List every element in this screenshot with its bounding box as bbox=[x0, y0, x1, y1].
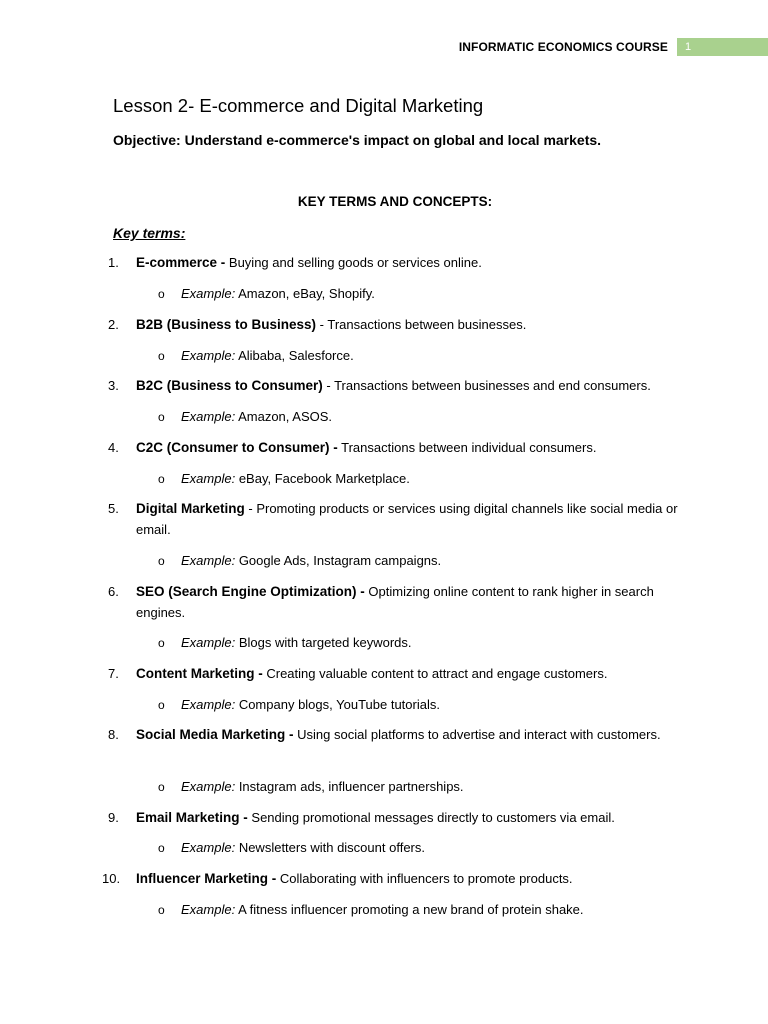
bullet-icon: o bbox=[158, 841, 165, 855]
lesson-title: Lesson 2- E-commerce and Digital Marketing bbox=[113, 95, 484, 116]
term-text bbox=[136, 376, 681, 397]
example-label: Example: bbox=[181, 409, 236, 424]
term-name: Social Media Marketing - bbox=[136, 727, 294, 742]
example-label: Example: bbox=[181, 553, 236, 568]
term-definition: Transactions between individual consumers. bbox=[337, 440, 597, 455]
example-text bbox=[181, 284, 375, 304]
list-number: 3. bbox=[108, 378, 119, 393]
course-title: INFORMATIC ECONOMICS COURSE bbox=[458, 40, 668, 54]
term-name: E-commerce - bbox=[136, 255, 226, 270]
list-number: 7. bbox=[108, 666, 119, 681]
term-definition: Buying and selling goods or services online. bbox=[225, 255, 482, 270]
example-text bbox=[181, 469, 410, 489]
example-value: Alibaba, Salesforce. bbox=[235, 348, 354, 363]
bullet-icon: o bbox=[158, 698, 165, 712]
term-text bbox=[136, 315, 681, 336]
page-header bbox=[459, 38, 768, 56]
key-terms-subheading: Key terms: bbox=[113, 225, 186, 241]
term-definition: Optimizing online content to rank higher in search engines. bbox=[136, 584, 654, 620]
example-label: Example: bbox=[181, 348, 236, 363]
example-value: Google Ads, Instagram campaigns. bbox=[235, 553, 442, 568]
example-value: Instagram ads, influencer partnerships. bbox=[235, 779, 464, 794]
example-label: Example: bbox=[181, 902, 236, 917]
example-text bbox=[181, 346, 354, 366]
example-label: Example: bbox=[181, 286, 236, 301]
lesson-objective: Objective: Understand e-commerce's impact on global and local markets. bbox=[113, 132, 602, 148]
term-text bbox=[136, 869, 681, 890]
term-name: SEO (Search Engine Optimization) - bbox=[136, 584, 365, 599]
term-text bbox=[136, 438, 681, 459]
term-definition: Sending promotional messages directly to customers via email. bbox=[247, 810, 615, 825]
term-text bbox=[136, 582, 681, 623]
term-name: Email Marketing - bbox=[136, 810, 248, 825]
example-value: Amazon, eBay, Shopify. bbox=[235, 286, 375, 301]
list-number: 10. bbox=[102, 871, 121, 886]
term-definition: Using social platforms to advertise and interact with customers. bbox=[293, 727, 661, 742]
bullet-icon: o bbox=[158, 554, 165, 568]
term-text bbox=[136, 253, 681, 274]
term-definition: - Transactions between businesses and end consumers. bbox=[322, 378, 651, 393]
list-number: 2. bbox=[108, 317, 119, 332]
term-definition: Collaborating with influencers to promote products. bbox=[276, 871, 573, 886]
term-name: Content Marketing - bbox=[136, 666, 263, 681]
example-text bbox=[181, 551, 441, 571]
list-number: 8. bbox=[108, 727, 119, 742]
term-text bbox=[136, 725, 681, 746]
list-number: 5. bbox=[108, 501, 119, 516]
example-label: Example: bbox=[181, 779, 236, 794]
term-text bbox=[136, 664, 681, 685]
term-name: B2B (Business to Business) bbox=[136, 317, 317, 332]
example-text bbox=[181, 900, 584, 920]
bullet-icon: o bbox=[158, 287, 165, 301]
example-value: Blogs with targeted keywords. bbox=[235, 635, 412, 650]
example-label: Example: bbox=[181, 840, 236, 855]
example-value: Company blogs, YouTube tutorials. bbox=[235, 697, 440, 712]
term-text bbox=[136, 808, 681, 829]
bullet-icon: o bbox=[158, 472, 165, 486]
term-name: C2C (Consumer to Consumer) - bbox=[136, 440, 338, 455]
example-value: A fitness influencer promoting a new brand of protein shake. bbox=[235, 902, 584, 917]
list-number: 9. bbox=[108, 810, 119, 825]
example-value: eBay, Facebook Marketplace. bbox=[235, 471, 410, 486]
term-name: Digital Marketing bbox=[136, 501, 245, 516]
term-definition: - Promoting products or services using digital channels like social media or email. bbox=[136, 501, 678, 537]
term-name: Influencer Marketing - bbox=[136, 871, 277, 886]
section-heading: KEY TERMS AND CONCEPTS: bbox=[297, 194, 493, 209]
example-value: Newsletters with discount offers. bbox=[235, 840, 425, 855]
term-name: B2C (Business to Consumer) bbox=[136, 378, 323, 393]
list-number: 6. bbox=[108, 584, 119, 599]
bullet-icon: o bbox=[158, 780, 165, 794]
example-label: Example: bbox=[181, 697, 236, 712]
page-number-badge: 1 bbox=[677, 38, 768, 56]
example-text bbox=[181, 838, 425, 858]
example-text bbox=[181, 633, 412, 653]
example-label: Example: bbox=[181, 635, 236, 650]
example-label: Example: bbox=[181, 471, 236, 486]
list-number: 1. bbox=[108, 255, 119, 270]
example-text bbox=[181, 777, 464, 797]
example-value: Amazon, ASOS. bbox=[235, 409, 333, 424]
bullet-icon: o bbox=[158, 636, 165, 650]
bullet-icon: o bbox=[158, 349, 165, 363]
example-text bbox=[181, 695, 440, 715]
list-number: 4. bbox=[108, 440, 119, 455]
bullet-icon: o bbox=[158, 410, 165, 424]
bullet-icon: o bbox=[158, 903, 165, 917]
term-definition: Creating valuable content to attract and engage customers. bbox=[262, 666, 608, 681]
example-text bbox=[181, 407, 332, 427]
term-text bbox=[136, 499, 681, 540]
term-definition: - Transactions between businesses. bbox=[316, 317, 527, 332]
